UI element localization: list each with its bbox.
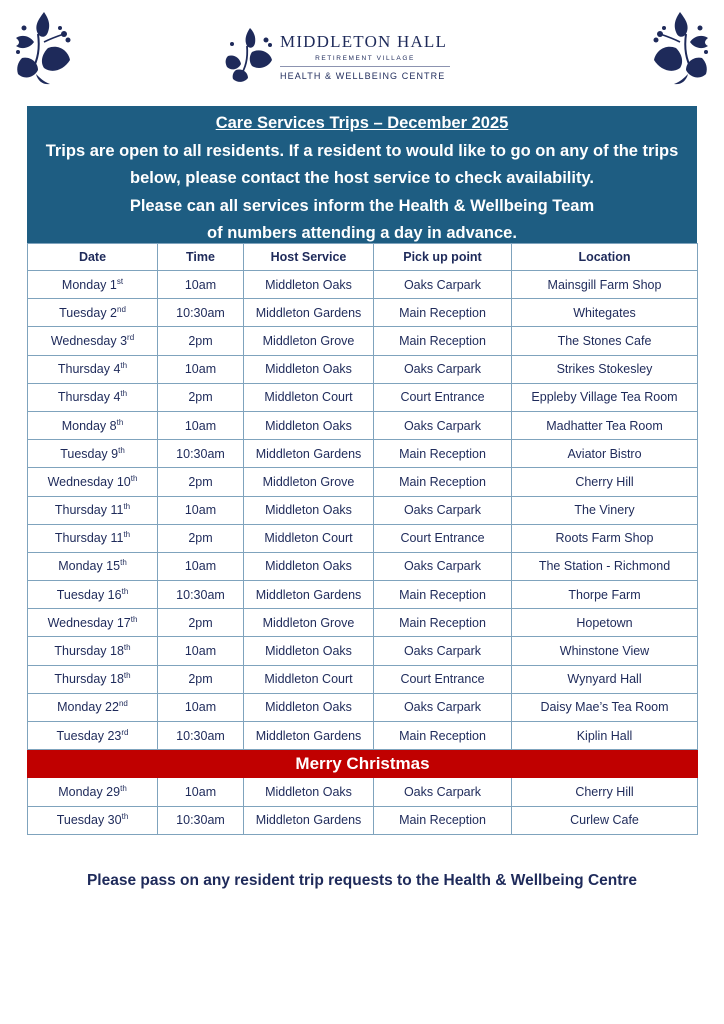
cell-pickup-point: Main Reception [374,299,512,327]
cell-date [28,581,158,609]
cell-location: Strikes Stokesley [512,355,698,383]
table-row [28,299,698,327]
logo-title: MIDDLETON HALL [280,32,448,51]
banner-line: of numbers attending a day in advance. [207,224,517,242]
table-row [28,496,698,524]
column-header-date: Date [28,244,158,271]
cell-date [28,383,158,411]
table-row [28,468,698,496]
date-suffix: th [120,783,127,793]
cell-location: Cherry Hill [512,468,698,496]
date-suffix: rd [121,727,129,737]
cell-host-service: Middleton Court [244,383,374,411]
cell-date [28,468,158,496]
column-header-time: Time [158,244,244,271]
date-suffix: th [123,643,131,653]
cell-location: Madhatter Tea Room [512,411,698,439]
cell-pickup-point: Main Reception [374,609,512,637]
cell-location: Whitegates [512,299,698,327]
date-suffix: th [130,614,138,624]
cell-host-service: Middleton Oaks [244,637,374,665]
cell-time: 10:30am [158,581,244,609]
cell-pickup-point: Court Entrance [374,665,512,693]
cell-time: 2pm [158,383,244,411]
cell-pickup-point: Main Reception [374,581,512,609]
cell-host-service: Middleton Oaks [244,271,374,299]
divider-text: Merry Christmas [28,750,698,778]
date-day: Monday 1 [61,277,117,292]
cell-date [28,609,158,637]
date-day: Wednesday 3 [50,333,128,348]
cell-location: Roots Farm Shop [512,524,698,552]
column-header-pickup-point: Pick up point [374,244,512,271]
date-suffix: st [116,276,124,286]
cell-date [28,778,158,806]
table-row [28,693,698,721]
cell-host-service: Middleton Court [244,524,374,552]
cell-time: 10am [158,778,244,806]
cell-pickup-point: Court Entrance [374,383,512,411]
cell-pickup-point: Main Reception [374,440,512,468]
date-day: Tuesday 30 [56,813,122,828]
date-day: Monday 22 [57,700,119,715]
date-suffix: th [116,417,124,427]
cell-location: Hopetown [512,609,698,637]
logo-department: HEALTH & WELLBEING CENTRE [280,71,446,81]
cell-time: 10:30am [158,722,244,750]
table-row [28,327,698,355]
cell-host-service: Middleton Gardens [244,722,374,750]
cell-date [28,637,158,665]
table-row [28,355,698,383]
cell-pickup-point: Main Reception [374,722,512,750]
cell-date [28,299,158,327]
table-row [28,637,698,665]
date-day: Monday 29 [58,784,121,799]
cell-location: Cherry Hill [512,778,698,806]
cell-host-service: Middleton Oaks [244,496,374,524]
cell-location: Curlew Cafe [512,806,698,834]
cell-time: 2pm [158,524,244,552]
column-header-location: Location [512,244,698,271]
date-suffix: nd [117,304,126,314]
cell-location: Daisy Mae’s Tea Room [512,693,698,721]
cell-time: 10am [158,693,244,721]
cell-host-service: Middleton Gardens [244,440,374,468]
cell-date [28,524,158,552]
trip-rows [28,271,698,835]
date-day: Thursday 11 [54,531,124,546]
cell-date [28,552,158,580]
cell-host-service: Middleton Grove [244,468,374,496]
date-suffix: th [130,473,138,483]
cell-date [28,693,158,721]
date-suffix: th [120,361,128,371]
cell-date [28,440,158,468]
cell-time: 10am [158,637,244,665]
cell-time: 10:30am [158,299,244,327]
date-suffix: th [123,530,131,540]
cell-date [28,806,158,834]
date-day: Wednesday 17 [47,615,131,630]
date-suffix: th [123,671,131,681]
cell-location: Kiplin Hall [512,722,698,750]
cell-pickup-point: Oaks Carpark [374,355,512,383]
date-day: Tuesday 23 [56,728,122,743]
date-suffix: nd [118,699,128,709]
cell-time: 10:30am [158,806,244,834]
cell-pickup-point: Main Reception [374,327,512,355]
merry-christmas-divider [28,750,698,778]
date-suffix: th [120,558,127,568]
info-banner [27,106,697,243]
cell-host-service: Middleton Oaks [244,552,374,580]
cell-time: 10am [158,355,244,383]
table-row [28,552,698,580]
table-row [28,806,698,834]
cell-date [28,327,158,355]
date-suffix: th [121,812,129,822]
date-suffix: th [123,502,131,512]
cell-host-service: Middleton Grove [244,609,374,637]
cell-pickup-point: Main Reception [374,468,512,496]
cell-location: Eppleby Village Tea Room [512,383,698,411]
cell-location: The Station - Richmond [512,552,698,580]
cell-host-service: Middleton Oaks [244,778,374,806]
cell-pickup-point: Oaks Carpark [374,778,512,806]
date-day: Thursday 11 [54,503,124,518]
cell-pickup-point: Oaks Carpark [374,637,512,665]
trips-table [27,243,698,835]
cell-host-service: Middleton Gardens [244,581,374,609]
banner-title: Care Services Trips – December 2025 [215,114,509,132]
date-day: Tuesday 2 [59,305,117,320]
table-row [28,609,698,637]
cell-host-service: Middleton Grove [244,327,374,355]
cell-host-service: Middleton Oaks [244,693,374,721]
date-day: Wednesday 10 [47,474,131,489]
logo-divider [280,66,450,67]
cell-pickup-point: Oaks Carpark [374,271,512,299]
footer-note: Please pass on any resident trip requests to the Health & Wellbeing Centre [86,872,638,889]
cell-host-service: Middleton Gardens [244,299,374,327]
date-day: Thursday 4 [57,362,121,377]
cell-location: The Vinery [512,496,698,524]
table-header-row [28,244,698,271]
cell-host-service: Middleton Oaks [244,411,374,439]
cell-location: Wynyard Hall [512,665,698,693]
cell-host-service: Middleton Court [244,665,374,693]
floral-ornament-icon [8,8,74,86]
banner-line: below, please contact the host service to check availability. [129,169,594,187]
cell-date [28,722,158,750]
cell-time: 2pm [158,609,244,637]
table-row [28,581,698,609]
table-row [28,271,698,299]
cell-pickup-point: Oaks Carpark [374,552,512,580]
banner-line: Trips are open to all residents. If a resident to would like to go on any of the trips [45,141,679,160]
cell-pickup-point: Oaks Carpark [374,693,512,721]
cell-pickup-point: Main Reception [374,806,512,834]
table-row [28,383,698,411]
date-suffix: rd [127,332,135,342]
cell-location: Whinstone View [512,637,698,665]
date-day: Monday 15 [58,559,121,574]
cell-time: 10:30am [158,440,244,468]
cell-pickup-point: Oaks Carpark [374,411,512,439]
date-suffix: th [120,389,128,399]
date-day: Tuesday 16 [56,587,122,602]
table-row [28,411,698,439]
cell-time: 2pm [158,327,244,355]
banner-line: Please can all services inform the Health & Wellbeing Team [129,196,595,215]
date-suffix: th [118,445,125,455]
floral-leaf-icon [222,26,276,84]
cell-pickup-point: Court Entrance [374,524,512,552]
table-row [28,524,698,552]
cell-time: 10am [158,552,244,580]
table-row [28,778,698,806]
cell-time: 2pm [158,468,244,496]
date-day: Thursday 4 [57,390,121,405]
date-day: Monday 8 [61,418,117,433]
cell-host-service: Middleton Oaks [244,355,374,383]
table-row [28,440,698,468]
cell-location: Thorpe Farm [512,581,698,609]
cell-location: Mainsgill Farm Shop [512,271,698,299]
cell-pickup-point: Oaks Carpark [374,496,512,524]
column-header-host-service: Host Service [244,244,374,271]
floral-ornament-icon [650,8,716,86]
cell-date [28,496,158,524]
table-row [28,722,698,750]
cell-location: Aviator Bistro [512,440,698,468]
cell-host-service: Middleton Gardens [244,806,374,834]
cell-date [28,665,158,693]
cell-date [28,271,158,299]
date-day: Thursday 18 [54,644,124,659]
middleton-hall-logo [222,24,462,88]
date-suffix: th [121,586,129,596]
cell-time: 10am [158,411,244,439]
table-row [28,665,698,693]
cell-time: 10am [158,496,244,524]
date-day: Tuesday 9 [60,446,119,461]
cell-date [28,355,158,383]
cell-location: The Stones Cafe [512,327,698,355]
cell-date [28,411,158,439]
date-day: Thursday 18 [54,672,124,687]
cell-time: 10am [158,271,244,299]
cell-time: 2pm [158,665,244,693]
logo-subtitle: RETIREMENT VILLAGE [315,55,415,62]
